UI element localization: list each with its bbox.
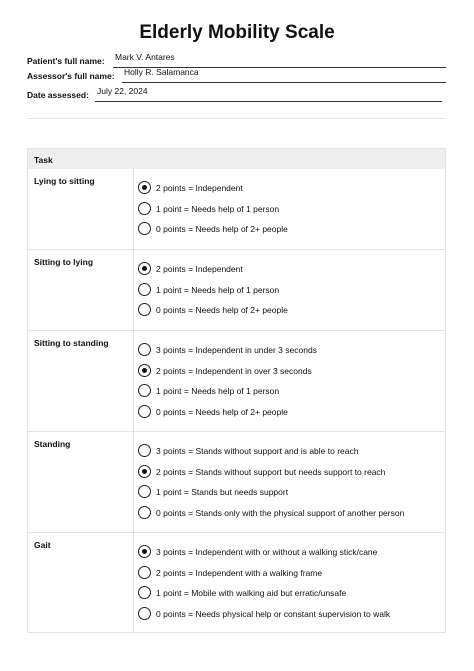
score-option[interactable] — [138, 283, 438, 297]
date-assessed-underline — [95, 101, 442, 102]
radio-unchecked-icon[interactable] — [138, 566, 151, 579]
task-label: Standing — [34, 439, 71, 449]
option-label: 2 points = Independent — [156, 183, 243, 193]
radio-checked-icon[interactable] — [138, 545, 151, 558]
mobility-table — [27, 148, 446, 633]
option-label: 0 points = Needs help of 2+ people — [156, 224, 288, 234]
date-assessed-label: Date assessed: — [27, 90, 89, 100]
score-option[interactable] — [138, 586, 438, 600]
task-label: Gait — [34, 540, 51, 550]
radio-unchecked-icon[interactable] — [138, 202, 151, 215]
option-label: 1 point = Needs help of 1 person — [156, 386, 280, 396]
option-label: 2 points = Stands without support but needs support to reach — [156, 466, 386, 477]
score-option[interactable] — [138, 405, 438, 419]
table-row — [28, 431, 445, 532]
table-row — [28, 249, 445, 330]
radio-checked-icon[interactable] — [138, 465, 151, 478]
radio-unchecked-icon[interactable] — [138, 343, 151, 356]
radio-unchecked-icon[interactable] — [138, 283, 151, 296]
option-label: 3 points = Independent in under 3 seconds — [156, 345, 317, 355]
score-option[interactable] — [138, 566, 438, 580]
radio-checked-icon[interactable] — [138, 364, 151, 377]
option-label: 1 point = Needs help of 1 person — [156, 284, 280, 295]
assessor-name-field — [27, 67, 446, 83]
date-assessed-value[interactable]: July 22, 2024 — [97, 86, 148, 96]
score-option[interactable] — [138, 485, 438, 499]
option-label: 3 points = Stands without support and is able to reach — [156, 446, 359, 456]
patient-name-value[interactable]: Mark V. Antares — [115, 52, 175, 62]
option-label: 1 point = Stands but needs support — [156, 487, 289, 497]
option-label: 2 points = Independent — [156, 264, 243, 274]
radio-unchecked-icon[interactable] — [138, 485, 151, 498]
table-header — [28, 149, 445, 169]
radio-checked-icon[interactable] — [138, 262, 151, 275]
section-divider — [27, 118, 446, 119]
assessor-name-underline — [122, 82, 446, 83]
radio-unchecked-icon[interactable] — [138, 444, 151, 457]
option-label: 1 point = Mobile with walking aid but erratic/unsafe — [156, 588, 347, 598]
task-column-header: Task — [34, 155, 53, 165]
score-option[interactable] — [138, 262, 438, 276]
radio-unchecked-icon[interactable] — [138, 384, 151, 397]
score-option[interactable] — [138, 303, 438, 317]
assessor-name-label: Assessor's full name: — [27, 71, 115, 81]
radio-unchecked-icon[interactable] — [138, 586, 151, 599]
radio-unchecked-icon[interactable] — [138, 607, 151, 620]
patient-name-label: Patient's full name: — [27, 56, 105, 66]
score-option[interactable] — [138, 465, 438, 479]
task-label: Sitting to lying — [34, 257, 94, 267]
score-option[interactable] — [138, 384, 438, 398]
option-label: 3 points = Independent with or without a walking stick/cane — [156, 547, 378, 557]
option-label: 0 points = Needs physical help or constant supervision to walk — [156, 608, 391, 619]
score-option[interactable] — [138, 545, 438, 559]
radio-unchecked-icon[interactable] — [138, 222, 151, 235]
score-option[interactable] — [138, 181, 438, 195]
assessor-name-value[interactable]: Holly R. Salamanca — [124, 67, 199, 77]
score-option[interactable] — [138, 506, 438, 520]
option-label: 0 points = Stands only with the physical support of another person — [156, 507, 405, 518]
patient-name-field — [27, 52, 446, 68]
table-row — [28, 330, 445, 431]
option-label: 1 point = Needs help of 1 person — [156, 203, 280, 214]
task-label: Lying to sitting — [34, 176, 95, 186]
radio-checked-icon[interactable] — [138, 181, 151, 194]
option-label: 2 points = Independent in over 3 seconds — [156, 365, 312, 376]
table-row — [28, 169, 445, 249]
radio-unchecked-icon[interactable] — [138, 405, 151, 418]
radio-unchecked-icon[interactable] — [138, 303, 151, 316]
table-row — [28, 532, 445, 634]
score-option[interactable] — [138, 364, 438, 378]
score-option[interactable] — [138, 607, 438, 621]
option-label: 2 points = Independent with a walking frame — [156, 567, 323, 578]
score-option[interactable] — [138, 444, 438, 458]
task-label: Sitting to standing — [34, 338, 109, 348]
option-label: 0 points = Needs help of 2+ people — [156, 406, 288, 417]
option-label: 0 points = Needs help of 2+ people — [156, 305, 288, 315]
page-title: Elderly Mobility Scale — [139, 22, 335, 43]
date-assessed-field — [27, 86, 446, 102]
score-option[interactable] — [138, 222, 438, 236]
score-option[interactable] — [138, 202, 438, 216]
score-option[interactable] — [138, 343, 438, 357]
radio-unchecked-icon[interactable] — [138, 506, 151, 519]
